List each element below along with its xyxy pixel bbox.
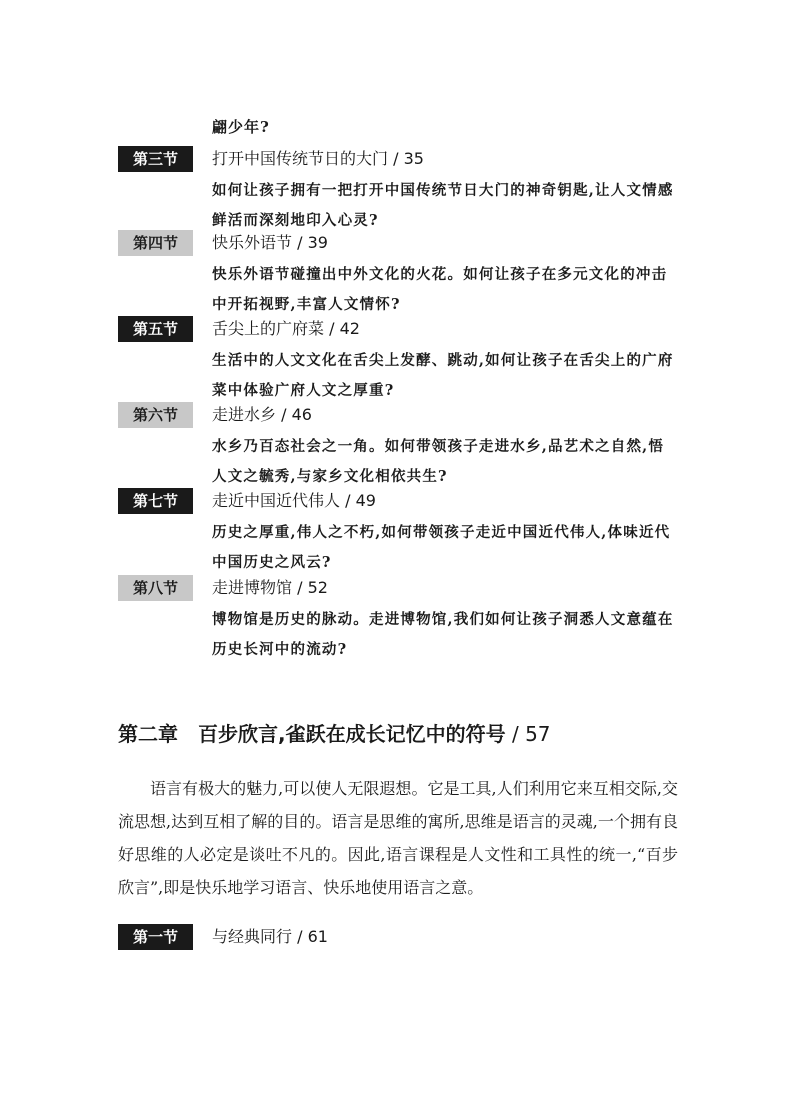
section-title: 走进博物馆 / 52 xyxy=(212,578,328,597)
section-description: 历史之厚重,伟人之不朽,如何带领孩子走近中国近代伟人,体味近代中国历史之风云? xyxy=(212,524,671,571)
chapter-title: 第二章 百步欣言,雀跃在成长记忆中的符号 xyxy=(118,722,506,746)
section-label: 第四节 xyxy=(118,230,193,256)
section-description: 如何让孩子拥有一把打开中国传统节日大门的神奇钥匙,让人文情感鲜活而深刻地印入心灵? xyxy=(212,182,674,229)
chapter-heading[interactable] xyxy=(118,718,551,747)
chapter-page: / 57 xyxy=(505,722,551,746)
section-label: 第八节 xyxy=(118,575,193,601)
section-title: 舌尖上的广府菜 / 42 xyxy=(212,319,360,338)
section-description: 生活中的人文文化在舌尖上发酵、跳动,如何让孩子在舌尖上的广府菜中体验广府人文之厚重? xyxy=(212,352,674,399)
chapter-intro: 语言有极大的魅力,可以使人无限遐想。它是工具,人们利用它来互相交际,交流思想,达到互相了解的目的。语言是思维的寓所,思维是语言的灵魂,一个拥有良好思维的人必定是谈吐不凡的。因此,语言课程是人文性和工具性的统一,“百步欣言”,即是快乐地学习语言、快乐地使用语言之意。 xyxy=(118,779,678,897)
section-title: 打开中国传统节日的大门 / 35 xyxy=(212,149,424,168)
section-label: 第五节 xyxy=(118,316,193,342)
section-description: 快乐外语节碰撞出中外文化的火花。如何让孩子在多元文化的冲击中开拓视野,丰富人文情怀? xyxy=(212,266,668,313)
section-title: 走近中国近代伟人 / 49 xyxy=(212,491,376,510)
section-label: 第六节 xyxy=(118,402,193,428)
section-title: 与经典同行 / 61 xyxy=(212,927,328,946)
section-label: 第一节 xyxy=(118,924,193,950)
section-description: 博物馆是历史的脉动。走进博物馆,我们如何让孩子洞悉人文意蕴在历史长河中的流动? xyxy=(212,611,674,658)
section-label: 第七节 xyxy=(118,488,193,514)
section-title: 走进水乡 / 46 xyxy=(212,405,312,424)
continuation-text: 翩少年? xyxy=(212,118,270,136)
section-description: 水乡乃百态社会之一角。如何带领孩子走进水乡,品艺术之自然,悟人文之毓秀,与家乡文化相依共生? xyxy=(212,438,665,485)
section-title: 快乐外语节 / 39 xyxy=(212,233,328,252)
section-label: 第三节 xyxy=(118,146,193,172)
